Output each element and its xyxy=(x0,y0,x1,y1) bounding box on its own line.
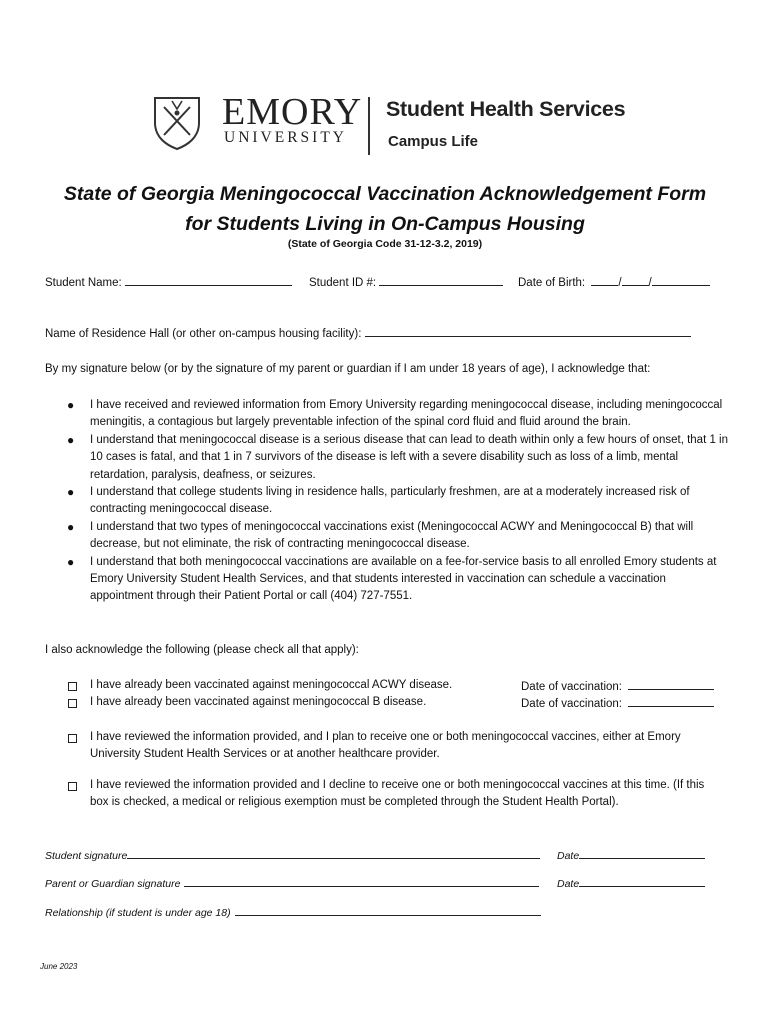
dob-label: Date of Birth: xyxy=(518,277,586,289)
parent-date-label: Date xyxy=(557,878,580,890)
dob-day-field[interactable] xyxy=(622,273,649,286)
menb-date-group xyxy=(521,694,714,713)
student-id-field[interactable] xyxy=(379,273,503,286)
emory-wordmark: EMORY xyxy=(222,91,363,133)
student-date-group xyxy=(557,848,705,863)
relationship-label: Relationship (if student is under age 18) xyxy=(45,907,231,919)
plan-checkbox[interactable] xyxy=(68,734,77,746)
list-item xyxy=(45,432,730,484)
form-title-line2: for Students Living in On-Campus Housing xyxy=(185,213,585,235)
list-item-text: I understand that college students living in residence halls, particularly freshmen, are at a moderately increased risk of contracting meningococcal disease. xyxy=(90,486,690,516)
bullet-icon: ● xyxy=(67,519,75,534)
list-item xyxy=(45,397,730,432)
list-item-text: I have received and reviewed information from Emory University regarding meningococcal disease, including meningococcal meningitis, a contagious but largely preventable infection of the spinal cord fluid and fluid around the brain. xyxy=(90,399,723,429)
student-name-label: Student Name: xyxy=(45,277,122,289)
decline-checkbox[interactable] xyxy=(68,782,77,794)
menb-date-field[interactable] xyxy=(628,694,714,707)
dob-separator: / xyxy=(618,277,622,289)
residence-label: Name of Residence Hall (or other on-campus housing facility): xyxy=(45,328,362,340)
student-info-row xyxy=(45,273,292,292)
also-acknowledge-text: I also acknowledge the following (please check all that apply): xyxy=(45,644,359,656)
menb-label: I have already been vaccinated against meningococcal B disease. xyxy=(90,696,427,708)
university-wordmark: UNIVERSITY xyxy=(224,129,347,146)
list-item-text: I understand that meningococcal disease is a serious disease that can lead to death within only a few hours of onset, that 1 in 10 cases is fatal, and that 1 in 7 survivors of the disease is left with a severe disability such as loss of a limb, mental retardation, paralysis, deafness, or seizures. xyxy=(90,433,729,481)
department-name: Student Health Services xyxy=(386,97,626,121)
dob-separator: / xyxy=(648,277,652,289)
emory-shield-logo xyxy=(152,95,202,151)
bullet-icon: ● xyxy=(67,485,75,500)
list-item xyxy=(45,554,730,606)
plan-label: I have reviewed the information provided, and I plan to receive one or both meningococcal vaccines, either at Emory University Student Health Services or at another healthcare provider. xyxy=(90,731,681,761)
parent-signature-field[interactable] xyxy=(184,876,539,887)
student-name-field[interactable] xyxy=(125,273,292,286)
menb-checkbox[interactable] xyxy=(68,699,77,711)
student-signature-field[interactable] xyxy=(127,848,540,859)
student-date-field[interactable] xyxy=(579,848,705,859)
acwy-date-label: Date of vaccination: xyxy=(521,681,623,693)
parent-date-field[interactable] xyxy=(579,876,705,887)
residence-field[interactable] xyxy=(365,324,691,337)
bullet-icon: ● xyxy=(67,554,75,569)
menb-date-label: Date of vaccination: xyxy=(521,698,623,710)
student-signature-row xyxy=(45,848,540,863)
georgia-code-reference: (State of Georgia Code 31-12-3.2, 2019) xyxy=(287,238,483,250)
parent-signature-row xyxy=(45,876,539,891)
list-item-text: I understand that both meningococcal vaccinations are available on a fee-for-service basis to all enrolled Emory students at Emory University Student Health Services, and that students interested in vaccination can schedule a vaccination appointment through their Patient Portal or call (404) 727-7551. xyxy=(90,555,717,603)
form-title-line1: State of Georgia Meningococcal Vaccination Acknowledgement Form xyxy=(63,183,707,205)
revision-date: June 2023 xyxy=(40,962,78,971)
relationship-row xyxy=(45,905,541,920)
acwy-checkbox[interactable] xyxy=(68,682,77,694)
parent-signature-label: Parent or Guardian signature xyxy=(45,878,181,890)
list-item xyxy=(45,519,730,554)
bullet-icon: ● xyxy=(67,398,75,412)
student-id-group xyxy=(309,273,503,292)
residence-row xyxy=(45,324,691,343)
header-divider xyxy=(368,97,370,155)
relationship-field[interactable] xyxy=(235,905,541,916)
bullet-icon: ● xyxy=(67,432,75,447)
parent-date-group xyxy=(557,876,705,891)
dob-month-field[interactable] xyxy=(591,273,618,286)
student-date-label: Date xyxy=(557,850,580,862)
acknowledgement-intro: By my signature below (or by the signature of my parent or guardian if I am under 18 years of age), I acknowledge that: xyxy=(45,363,651,375)
list-item-text: I understand that two types of meningococcal vaccinations exist (Meningococcal ACWY and Meningococcal B) that will decrease, but not eliminate, the risk of contracting meningococcal disease. xyxy=(90,520,694,551)
student-signature-label: Student signature xyxy=(45,850,128,862)
dob-year-field[interactable] xyxy=(652,273,710,286)
acwy-date-field[interactable] xyxy=(628,677,714,690)
decline-label: I have reviewed the information provided and I decline to receive one or both meningococcal vaccines at this time. (If this box is checked, a medical or religious exemption must be completed through the Student Health Portal). xyxy=(90,779,705,809)
student-id-label: Student ID #: xyxy=(309,277,377,289)
list-item xyxy=(45,484,730,519)
acwy-label: I have already been vaccinated against meningococcal ACWY disease. xyxy=(90,679,453,691)
division-name: Campus Life xyxy=(388,133,479,150)
acknowledgement-list xyxy=(45,397,730,606)
dob-group xyxy=(518,273,710,292)
